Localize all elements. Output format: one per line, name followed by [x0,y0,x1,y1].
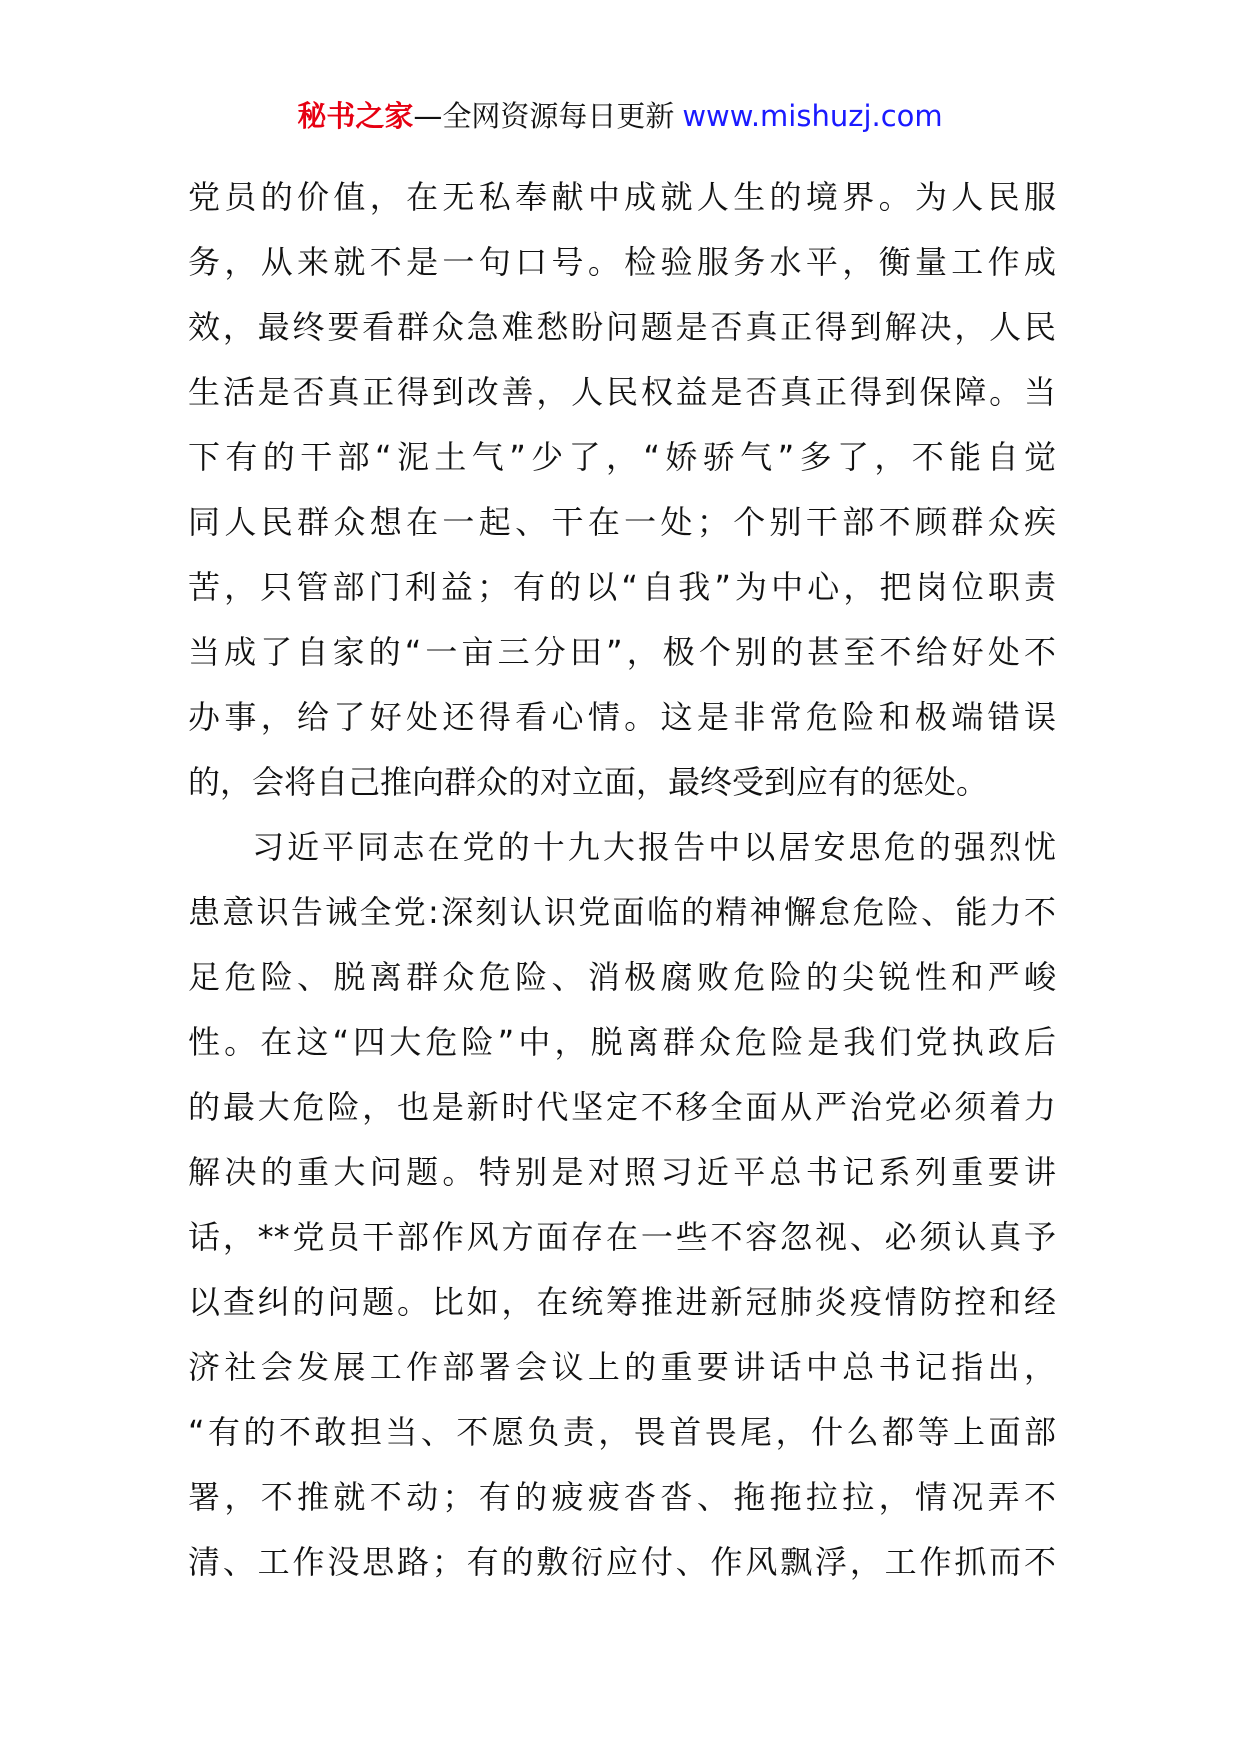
text-line: 患意识告诫全党:深刻认识党面临的精神懈怠危险、能力不 [188,893,1056,931]
text-line: 效，最终要看群众急难愁盼问题是否真正得到解决，人民 [188,308,1056,346]
site-brand: 秘书之家 [297,99,414,133]
text-line: 的，会将自己推向群众的对立面，最终受到应有的惩处。 [188,763,989,801]
text-line: “有的不敢担当、不愿负责，畏首畏尾，什么都等上面部 [188,1413,1056,1451]
text-line: 足危险、脱离群众危险、消极腐败危险的尖锐性和严峻 [188,958,1056,996]
text-line: 性。在这“四大危险”中，脱离群众危险是我们党执政后 [188,1023,1056,1061]
text-line: 解决的重大问题。特别是对照习近平总书记系列重要讲 [188,1153,1056,1191]
text-line: 清、工作没思路；有的敷衍应付、作风飘浮，工作抓而不 [188,1543,1056,1581]
text-line: 当成了自家的“一亩三分田”，极个别的甚至不给好处不 [188,633,1056,671]
text-line: 下有的干部“泥土气”少了，“娇骄气”多了，不能自觉 [188,438,1056,476]
paragraph-2 [188,815,1056,1595]
text-line: 的最大危险，也是新时代坚定不移全面从严治党必须着力 [188,1088,1056,1126]
site-slogan: —全网资源每日更新 [413,99,675,133]
text-line: 生活是否真正得到改善，人民权益是否真正得到保障。当 [188,373,1056,411]
text-line: 以查纠的问题。比如，在统筹推进新冠肺炎疫情防控和经 [188,1283,1056,1321]
text-line: 话，**党员干部作风方面存在一些不容忽视、必须认真予 [188,1218,1056,1256]
text-line: 署，不推就不动；有的疲疲沓沓、拖拖拉拉，情况弄不 [188,1478,1056,1516]
text-line: 同人民群众想在一起、干在一处；个别干部不顾群众疾 [188,503,1056,541]
page-header [0,96,1240,136]
paragraph-1 [188,165,1056,815]
text-line: 苦，只管部门利益；有的以“自我”为中心，把岗位职责 [188,568,1056,606]
text-line: 办事，给了好处还得看心情。这是非常危险和极端错误 [188,698,1056,736]
text-line: 济社会发展工作部署会议上的重要讲话中总书记指出， [188,1348,1056,1386]
text-line: 习近平同志在党的十九大报告中以居安思危的强烈忧 [252,828,1056,866]
text-line: 党员的价值，在无私奉献中成就人生的境界。为人民服 [188,178,1056,216]
text-line: 务，从来就不是一句口号。检验服务水平，衡量工作成 [188,243,1056,281]
site-url-link[interactable]: www.mishuzj.com [682,99,943,133]
document-body [188,165,1056,1595]
